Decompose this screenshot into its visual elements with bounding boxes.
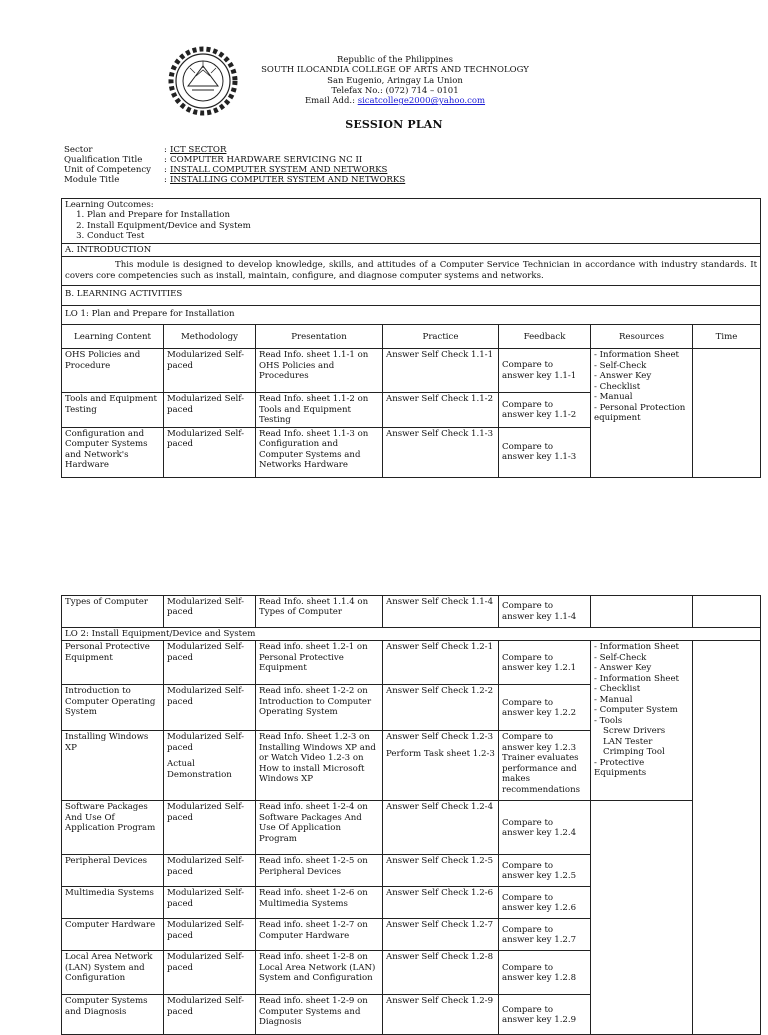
feedback-cell: Compare to answer key 1.2.4 <box>499 801 591 855</box>
methodology-cell: Modularized Self-paced <box>164 393 256 427</box>
feedback-cell: Compare to answer key 1.1-3 <box>499 427 591 477</box>
resource-item: - Manual <box>594 694 633 705</box>
practice-text: Answer Self Check 1.2-3 <box>386 732 494 743</box>
resources-cell <box>591 349 693 477</box>
practice-cell: Answer Self Check 1.1-1 <box>383 349 499 393</box>
resource-item: Screw Drivers <box>603 726 666 737</box>
meta-label: Unit of Competency <box>64 165 152 175</box>
learning-content-cell: Computer Hardware <box>62 919 164 951</box>
col-header-presentation: Presentation <box>256 325 383 349</box>
resource-item: - Checklist <box>594 381 641 392</box>
methodology-cell: Modularized Self-paced <box>164 995 256 1035</box>
methodology-cell: Modularized Self-paced <box>164 349 256 393</box>
meta-row-sector: Sector : ICT SECTOR <box>64 145 227 155</box>
email-link[interactable]: sicatcollege2000@yahoo.com <box>357 96 486 107</box>
learning-content-cell: Personal Protective Equipment <box>62 641 164 685</box>
practice-cell: Answer Self Check 1.1-3 <box>383 427 499 477</box>
feedback-cell: Compare to answer key 1.2.9 <box>499 995 591 1035</box>
methodology-cell: Modularized Self-paced <box>164 855 256 887</box>
resource-item: - Tools <box>594 715 623 726</box>
methodology-cell: Modularized Self-paced <box>164 427 256 477</box>
presentation-cell: Read info. sheet 1-2-9 on Computer Systems and Diagnosis <box>256 995 383 1035</box>
meta-label: Module Title <box>64 175 120 185</box>
header-line-republic: Republic of the Philippines <box>336 55 454 65</box>
presentation-cell: Read info. sheet 1-2-7 on Computer Hardware <box>256 919 383 951</box>
practice-cell: Answer Self Check 1.1-4 <box>383 596 499 628</box>
learning-content-cell: Local Area Network (LAN) System and Configuration <box>62 951 164 995</box>
methodology-cell: Modularized Self-paced <box>164 887 256 919</box>
practice-cell <box>383 731 499 801</box>
practice-cell: Answer Self Check 1.2-2 <box>383 685 499 731</box>
lo2-title: LO 2: Install Equipment/Device and System <box>62 628 761 641</box>
meta-row-unit: Unit of Competency : INSTALL COMPUTER SYSTEM AND NETWORKS <box>64 165 388 175</box>
activities-heading: B. LEARNING ACTIVITIES <box>62 286 761 305</box>
resource-item: LAN Tester <box>603 736 653 747</box>
presentation-cell: Read info. sheet 1-2-8 on Local Area Network (LAN) System and Configuration <box>256 951 383 995</box>
col-header-time: Time <box>693 325 761 349</box>
resource-item: - Protective Equipments <box>594 757 647 779</box>
methodology-cell <box>164 731 256 801</box>
feedback-cell: Compare to answer key 1.2.2 <box>499 685 591 731</box>
college-seal-logo <box>168 46 238 116</box>
practice-cell: Answer Self Check 1.2-9 <box>383 995 499 1035</box>
table-row <box>62 596 761 628</box>
feedback-cell: Compare to answer key 1.2.7 <box>499 919 591 951</box>
learning-content-cell: Tools and Equipment Testing <box>62 393 164 427</box>
methodology-cell: Modularized Self-paced <box>164 951 256 995</box>
presentation-cell: Read Info. sheet 1.1.4 on Types of Computer <box>256 596 383 628</box>
feedback-cell: Compare to answer key 1.1-2 <box>499 393 591 427</box>
feedback-text: Compare to answer key 1.2.3 <box>502 732 577 753</box>
session-meta <box>64 145 405 185</box>
col-header-resources: Resources <box>591 325 693 349</box>
presentation-cell: Read info. sheet 1.2-1 on Personal Protective Equipment <box>256 641 383 685</box>
list-item: 3. Conduct Test <box>87 231 757 241</box>
meta-label: Sector <box>64 145 93 155</box>
resource-item: - Computer System <box>594 705 678 716</box>
presentation-cell: Read info. sheet 1-2-2 on Introduction to Computer Operating System <box>256 685 383 731</box>
practice-text: Perform Task sheet 1.2-3 <box>386 748 495 759</box>
methodology-text: Modularized Self-paced <box>167 732 245 753</box>
resource-item: - Information Sheet <box>594 642 679 653</box>
feedback-cell: Compare to answer key 1.2.1 <box>499 641 591 685</box>
lo1-title-row <box>62 305 761 324</box>
meta-row-qualification: Qualification Title : COMPUTER HARDWARE SERVICING NC II <box>64 155 363 165</box>
methodology-text: Actual Demonstration <box>167 759 232 780</box>
resource-item: Crimping Tool <box>603 747 665 758</box>
learning-content-cell: Peripheral Devices <box>62 855 164 887</box>
practice-cell: Answer Self Check 1.1-2 <box>383 393 499 427</box>
resource-item: - Checklist <box>594 684 641 695</box>
practice-cell: Answer Self Check 1.2-1 <box>383 641 499 685</box>
resource-item: - Manual <box>594 392 633 403</box>
presentation-cell: Read Info. sheet 1.1-3 on Configuration and Computer Systems and Networks Hardware <box>256 427 383 477</box>
presentation-cell: Read Info. sheet 1.1-2 on Tools and Equipment Testing <box>256 393 383 427</box>
resource-item: - Personal Protection equipment <box>594 402 686 424</box>
resource-item: - Self-Check <box>594 652 647 663</box>
methodology-cell: Modularized Self-paced <box>164 919 256 951</box>
list-item: 1. Plan and Prepare for Installation <box>87 210 757 220</box>
feedback-cell: Compare to answer key 1.1-4 <box>499 596 591 628</box>
col-header-feedback: Feedback <box>499 325 591 349</box>
presentation-cell: Read info. sheet 1-2-5 on Peripheral Devices <box>256 855 383 887</box>
meta-value: COMPUTER HARDWARE SERVICING NC II <box>170 155 363 165</box>
email-label: Email Add.: <box>304 96 358 107</box>
resource-item: - Self-Check <box>594 360 647 371</box>
presentation-cell: Read Info. Sheet 1.2-3 on Installing Windows XP and or Watch Video 1.2-3 on How to install Microsoft Windows XP <box>256 731 383 801</box>
practice-cell: Answer Self Check 1.2-8 <box>383 951 499 995</box>
col-header-methodology: Methodology <box>164 325 256 349</box>
table-row <box>62 801 761 855</box>
meta-value: INSTALLING COMPUTER SYSTEM AND NETWORKS <box>170 175 406 185</box>
learning-content-cell: Installing Windows XP <box>62 731 164 801</box>
presentation-cell: Read Info. sheet 1.1-1 on OHS Policies and Procedures <box>256 349 383 393</box>
methodology-cell: Modularized Self-paced <box>164 801 256 855</box>
meta-row-module: Module Title : INSTALLING COMPUTER SYSTEM AND NETWORKS <box>64 175 406 185</box>
col-header-practice: Practice <box>383 325 499 349</box>
learning-content-cell: OHS Policies and Procedure <box>62 349 164 393</box>
lo1-title: LO 1: Plan and Prepare for Installation <box>62 305 761 324</box>
session-plan-table-page2 <box>61 595 761 1035</box>
meta-label: Qualification Title <box>64 155 143 165</box>
resource-item: - Information Sheet <box>594 350 679 361</box>
learning-outcomes-row <box>62 199 761 244</box>
table-row <box>62 349 761 393</box>
intro-text-row <box>62 257 761 286</box>
learning-outcomes-heading: Learning Outcomes: <box>65 200 154 210</box>
presentation-cell: Read info. sheet 1-2-6 on Multimedia Systems <box>256 887 383 919</box>
learning-content-cell: Configuration and Computer Systems and Network's Hardware <box>62 427 164 477</box>
methodology-cell: Modularized Self-paced <box>164 596 256 628</box>
resource-item: - Answer Key <box>594 371 652 382</box>
resources-cell-empty <box>591 801 693 1035</box>
methodology-cell: Modularized Self-paced <box>164 641 256 685</box>
meta-value: INSTALL COMPUTER SYSTEM AND NETWORKS <box>170 165 388 175</box>
resources-cell <box>591 596 693 628</box>
activities-heading-row <box>62 286 761 305</box>
intro-text: This module is designed to develop knowledge, skills, and attitudes of a Computer Service Technician in accordance with industry standards. It covers core competencies such as install, maintain, configure, and diagnose computer systems and networks. <box>62 257 761 286</box>
session-plan-table-page1 <box>61 198 761 478</box>
table-row <box>62 641 761 685</box>
learning-content-cell: Multimedia Systems <box>62 887 164 919</box>
learning-content-cell: Software Packages And Use Of Application Program <box>62 801 164 855</box>
resources-cell <box>591 641 693 801</box>
resource-item: - Information Sheet <box>594 673 679 684</box>
practice-cell: Answer Self Check 1.2-7 <box>383 919 499 951</box>
list-item: 2. Install Equipment/Device and System <box>87 221 757 231</box>
presentation-cell: Read info. sheet 1-2-4 on Software Packages And Use Of Application Program <box>256 801 383 855</box>
feedback-cell: Compare to answer key 1.1-1 <box>499 349 591 393</box>
learning-outcomes-list <box>65 210 757 241</box>
feedback-text: Trainer evaluates performance and makes recommendations <box>502 753 581 795</box>
intro-heading: A. INTRODUCTION <box>62 243 761 256</box>
page-title: SESSION PLAN <box>345 118 443 131</box>
header-line-telefax: Telefax No.: (072) 714 – 0101 <box>331 85 459 96</box>
practice-cell: Answer Self Check 1.2-5 <box>383 855 499 887</box>
learning-content-cell: Types of Computer <box>62 596 164 628</box>
header-line-address: San Eugenio, Aringay La Union <box>327 75 463 86</box>
lo2-title-row <box>62 628 761 641</box>
header-line-email <box>250 96 540 106</box>
table-header-row <box>62 325 761 349</box>
header-line-college: SOUTH ILOCANDIA COLLEGE OF ARTS AND TECHNOLOGY <box>261 65 529 76</box>
time-cell <box>693 349 761 477</box>
feedback-cell: Compare to answer key 1.2.6 <box>499 887 591 919</box>
school-header <box>250 55 540 106</box>
feedback-cell: Compare to answer key 1.2.8 <box>499 951 591 995</box>
feedback-cell: Compare to answer key 1.2.5 <box>499 855 591 887</box>
learning-content-cell: Introduction to Computer Operating System <box>62 685 164 731</box>
col-header-learning-content: Learning Content <box>62 325 164 349</box>
methodology-cell: Modularized Self-paced <box>164 685 256 731</box>
practice-cell: Answer Self Check 1.2-6 <box>383 887 499 919</box>
resource-item: - Answer Key <box>594 663 652 674</box>
learning-content-cell: Computer Systems and Diagnosis <box>62 995 164 1035</box>
intro-heading-row <box>62 243 761 256</box>
practice-cell: Answer Self Check 1.2-4 <box>383 801 499 855</box>
time-cell <box>693 641 761 1035</box>
time-cell <box>693 596 761 628</box>
meta-value: ICT SECTOR <box>170 145 227 155</box>
feedback-cell <box>499 731 591 801</box>
